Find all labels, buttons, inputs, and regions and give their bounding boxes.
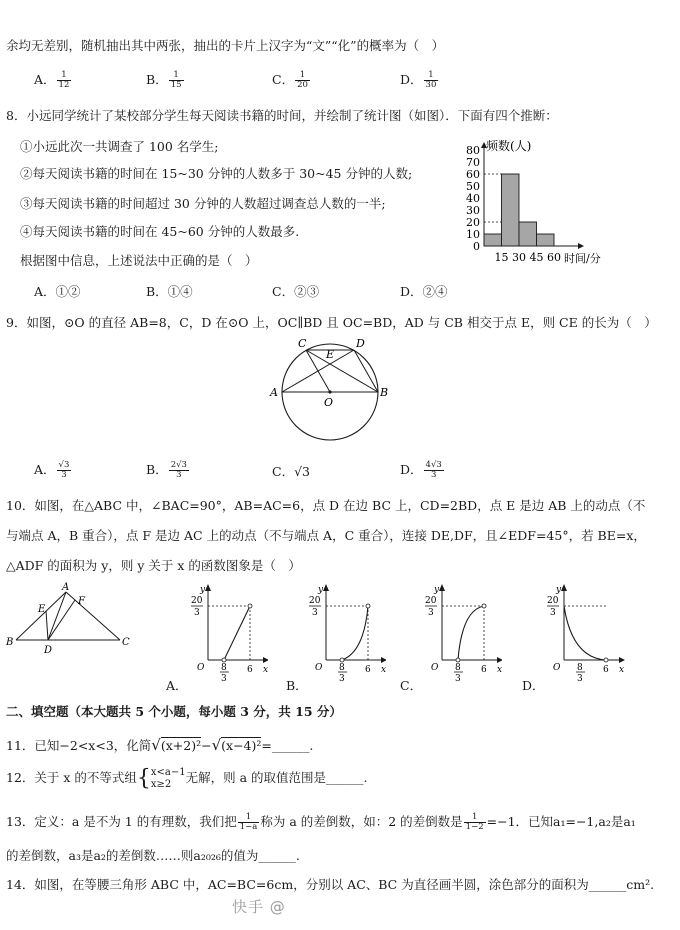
q13-part-b: 称为 a 的差倒数，如：2 的差倒数是	[260, 814, 463, 829]
y-value-numerator: 20	[309, 596, 321, 606]
x-axis-arrow	[578, 243, 584, 249]
q11-minus: −	[201, 738, 212, 753]
histogram-x-ticks	[495, 251, 562, 264]
open-endpoint	[456, 658, 460, 662]
point-a-label: A	[270, 386, 278, 399]
histogram-y-ticks	[466, 144, 480, 253]
x-value-six: 6	[247, 665, 253, 675]
q10-line-3: △ADF 的面积为 y，则 y 关于 x 的函数图象是（ ）	[6, 558, 301, 573]
watermark: 快手 @	[232, 898, 286, 916]
q8-question: 根据图中信息，上述说法中正确的是（ ）	[20, 253, 258, 268]
fraction-numerator: 1	[464, 813, 486, 823]
x-tick-label: 15	[494, 251, 509, 264]
open-endpoint	[248, 604, 252, 608]
histogram-bar	[502, 174, 520, 246]
q13-part-a: 13．定义：a 是不为 1 的有理数，我们把	[6, 814, 237, 829]
fraction-denominator: 3	[176, 470, 182, 480]
function-curve	[564, 606, 606, 660]
point-b-label: B	[6, 637, 14, 648]
y-axis-label: y	[318, 585, 324, 595]
y-axis-arrow	[323, 584, 329, 591]
q9-option-b	[146, 460, 190, 480]
q10-graph-c	[414, 580, 502, 684]
q12	[6, 766, 368, 791]
fraction-denominator: 20	[297, 80, 308, 90]
q7-option-c	[272, 70, 311, 90]
segment-ad	[48, 592, 66, 640]
function-curve	[224, 606, 250, 660]
segment-bd	[354, 350, 378, 392]
chart-xlabel: 时间/分	[564, 252, 601, 265]
point-c-label: C	[298, 337, 307, 350]
y-value-denominator: 3	[550, 608, 556, 618]
histogram-bar	[537, 234, 555, 246]
y-tick-label: 70	[466, 156, 480, 169]
side-ac	[66, 592, 120, 640]
q7-option-label: C．	[272, 72, 295, 87]
origin-label: O	[431, 663, 439, 673]
y-tick-label: 50	[466, 180, 480, 193]
point-f-label: F	[78, 596, 85, 607]
x-axis-label: x	[497, 665, 502, 675]
q10-option-a: A．	[166, 678, 188, 693]
x-value-numerator: 8	[339, 663, 345, 673]
x-axis-label: x	[619, 665, 625, 675]
q12-suffix: 无解，则 a 的取值范围是______.	[185, 770, 368, 785]
fraction-numerator: 2√3	[170, 460, 187, 471]
x-value-denominator: 3	[221, 674, 227, 684]
open-endpoint	[222, 658, 226, 662]
q12-prefix: 12．关于 x 的不等式组	[6, 770, 137, 785]
chart-title: 频数(人)	[486, 139, 532, 153]
function-curve	[342, 606, 368, 660]
segment-de	[46, 611, 48, 640]
y-value-numerator: 20	[191, 596, 203, 606]
origin-label: O	[315, 663, 323, 673]
y-axis-label: y	[434, 585, 440, 595]
x-axis-arrow	[497, 657, 502, 663]
x-tick-label: 45	[529, 251, 544, 264]
q8-option-b: B．①④	[146, 284, 193, 299]
y-value-denominator: 3	[312, 608, 318, 618]
q11-radicand-2: (x−4)²	[221, 738, 262, 753]
point-e-label: E	[326, 348, 335, 361]
y-value-numerator: 20	[547, 596, 559, 606]
fraction-numerator: 1	[424, 71, 439, 81]
point-c-label: C	[122, 637, 130, 648]
q7-option-a	[34, 70, 72, 90]
q9-option-a	[34, 460, 72, 480]
y-value-denominator: 3	[428, 608, 434, 618]
x-axis-arrow	[381, 657, 386, 663]
point-d-label: D	[356, 337, 365, 350]
open-endpoint	[366, 604, 370, 608]
fraction-denominator: 12	[58, 80, 70, 90]
x-tick-label: 60	[547, 251, 561, 264]
q9-option-label: D．	[400, 462, 423, 477]
q11	[6, 736, 313, 754]
fraction-numerator: 1	[238, 813, 260, 823]
point-e-label: E	[38, 604, 46, 615]
x-axis-label: x	[381, 665, 386, 675]
x-axis-arrow	[619, 657, 625, 663]
q9-option-c	[272, 462, 310, 480]
fraction-numerator: 4√3	[425, 460, 442, 471]
section-2-heading: 二、填空题（本大题共 5 个小题，每小题 3 分，共 15 分）	[6, 704, 342, 719]
point-d-label: D	[44, 645, 53, 656]
point-o-label: O	[324, 396, 334, 409]
q10-option-c: C．	[400, 678, 423, 693]
sqrt-symbol: √	[151, 736, 161, 754]
y-axis-label: y	[200, 585, 206, 595]
q9-option-d	[400, 460, 445, 480]
inequality-system	[151, 767, 186, 791]
q8-item-3: ③每天阅读书籍的时间超过 30 分钟的人数超过调查总人数的一半;	[20, 196, 386, 211]
q7-option-b	[146, 70, 185, 90]
q13-line-1	[6, 812, 636, 832]
q10-graph-a	[180, 580, 268, 684]
y-tick-label: 40	[466, 192, 480, 205]
q8-item-1: ①小远此次一共调查了 100 名学生;	[20, 139, 219, 154]
fraction-denominator: 3	[430, 470, 437, 480]
x-value-six: 6	[365, 665, 371, 675]
y-axis-arrow	[205, 584, 211, 591]
q8-option-d: D．②④	[400, 284, 448, 299]
y-tick-label: 30	[466, 204, 480, 217]
q8-item-4: ④每天阅读书籍的时间在 45~60 分钟的人数最多.	[20, 224, 300, 239]
q11-blank: =______.	[261, 738, 314, 753]
q8-stem: 8．小远同学统计了某校部分学生每天阅读书籍的时间，并绘制了统计图（如图）．下面有四个推断：	[6, 108, 558, 123]
fraction-numerator: 1	[295, 71, 310, 81]
y-axis-arrow	[561, 584, 567, 591]
x-value-six: 6	[481, 665, 487, 675]
origin-label: O	[553, 663, 561, 673]
inequality-1: x<a−1	[150, 766, 186, 778]
x-value-denominator: 3	[339, 674, 345, 684]
q8-option-c: C．②③	[272, 284, 320, 299]
q13-line-2: 的差倒数，a₃是a₂的差倒数……则a₂₀₂₆的值为______.	[6, 848, 300, 863]
fraction-numerator: √3	[58, 460, 70, 471]
x-axis-arrow	[263, 657, 268, 663]
origin-label: O	[197, 663, 205, 673]
open-endpoint	[340, 658, 344, 662]
q11-radicand-1: (x+2)²	[160, 738, 202, 753]
q7-option-d	[400, 70, 439, 90]
sqrt-symbol: √	[211, 736, 222, 754]
x-value-numerator: 8	[455, 663, 461, 673]
q10-graph-b	[298, 580, 386, 684]
q8-item-2: ②每天阅读书籍的时间在 15~30 分钟的人数多于 30~45 分钟的人数;	[20, 166, 413, 181]
function-curve	[458, 606, 484, 660]
x-value-numerator: 8	[577, 663, 583, 673]
y-value-numerator: 20	[425, 596, 437, 606]
q9-option-label: A．	[34, 462, 56, 477]
q8-option-a: A．①②	[34, 284, 81, 299]
histogram-chart	[452, 132, 632, 268]
q14: 14．如图，在等腰三角形 ABC 中，AC=BC=6cm，分别以 AC、BC 为直径画半圆，涂色部分的面积为______cm².	[6, 877, 655, 892]
q10-line-1: 10．如图，在△ABC 中，∠BAC=90°，AB=AC=6，点 D 在边 BC 上，CD=2BD，点 E 是边 AB 上的动点（不	[6, 498, 646, 513]
fraction-denominator: 3	[61, 470, 67, 480]
q10-graph-d	[536, 580, 632, 684]
q10-triangle-figure	[4, 582, 136, 660]
histogram-bars	[484, 174, 554, 246]
y-axis-label: y	[556, 585, 562, 595]
side-ab	[16, 592, 66, 640]
segment-cb	[306, 350, 378, 392]
fraction-denominator: 1−2	[465, 822, 484, 832]
q9-circle-figure	[268, 334, 398, 444]
inequality-2: x≥2	[150, 778, 172, 790]
x-value-denominator: 3	[577, 674, 583, 684]
y-tick-label: 10	[466, 228, 480, 241]
y-tick-label: 0	[473, 240, 480, 253]
histogram-bar	[484, 234, 502, 246]
x-tick-label: 30	[512, 251, 526, 264]
y-axis-arrow	[439, 584, 445, 591]
brace-symbol: {	[136, 766, 151, 791]
fraction-numerator: 1	[169, 71, 184, 81]
y-value-denominator: 3	[194, 608, 200, 618]
y-tick-label: 60	[466, 168, 480, 181]
q11-prefix: 11．已知−2<x<3，化简	[6, 738, 152, 753]
x-value-six: 6	[603, 665, 609, 675]
y-tick-label: 80	[466, 144, 480, 157]
point-a-label: A	[62, 582, 70, 593]
q7-stem-line: 余均无差别，随机抽出其中两张，抽出的卡片上汉字为“文”“化”的概率为（ ）	[6, 38, 445, 53]
q9-option-value: √3	[294, 464, 310, 479]
open-endpoint	[482, 604, 486, 608]
q7-option-label: A．	[34, 72, 56, 87]
q10-option-b: B．	[286, 678, 308, 693]
x-axis-label: x	[263, 665, 268, 675]
q10-line-2: 与端点 A，B 重合），点 F 是边 AC 上的动点（不与端点 A，C 重合），连接 DE,DF，且∠EDF=45°，若 BE=x，	[6, 528, 646, 543]
point-b-label: B	[380, 386, 389, 399]
y-tick-label: 20	[466, 216, 480, 229]
q7-option-label: B．	[146, 72, 168, 87]
q7-option-label: D．	[400, 72, 423, 87]
center-dot	[328, 390, 331, 393]
q9-option-label: B．	[146, 462, 168, 477]
open-endpoint	[604, 658, 608, 662]
fraction-numerator: 1	[57, 71, 72, 81]
x-value-denominator: 3	[455, 674, 461, 684]
q9-stem: 9．如图，⊙O 的直径 AB=8，C，D 在⊙O 上，OC∥BD 且 OC=BD，AD 与 CB 相交于点 E，则 CE 的长为（ ）	[6, 315, 657, 330]
q13-part-c: =−1．已知a₁=−1,a₂是a₁	[486, 814, 636, 829]
q9-option-label: C．	[272, 464, 295, 479]
x-value-numerator: 8	[221, 663, 227, 673]
fraction-denominator: 30	[425, 80, 437, 90]
fraction-denominator: 15	[170, 80, 182, 90]
histogram-bar	[519, 222, 537, 246]
fraction-denominator: 1−a	[239, 822, 258, 832]
q10-option-d: D．	[522, 678, 545, 693]
